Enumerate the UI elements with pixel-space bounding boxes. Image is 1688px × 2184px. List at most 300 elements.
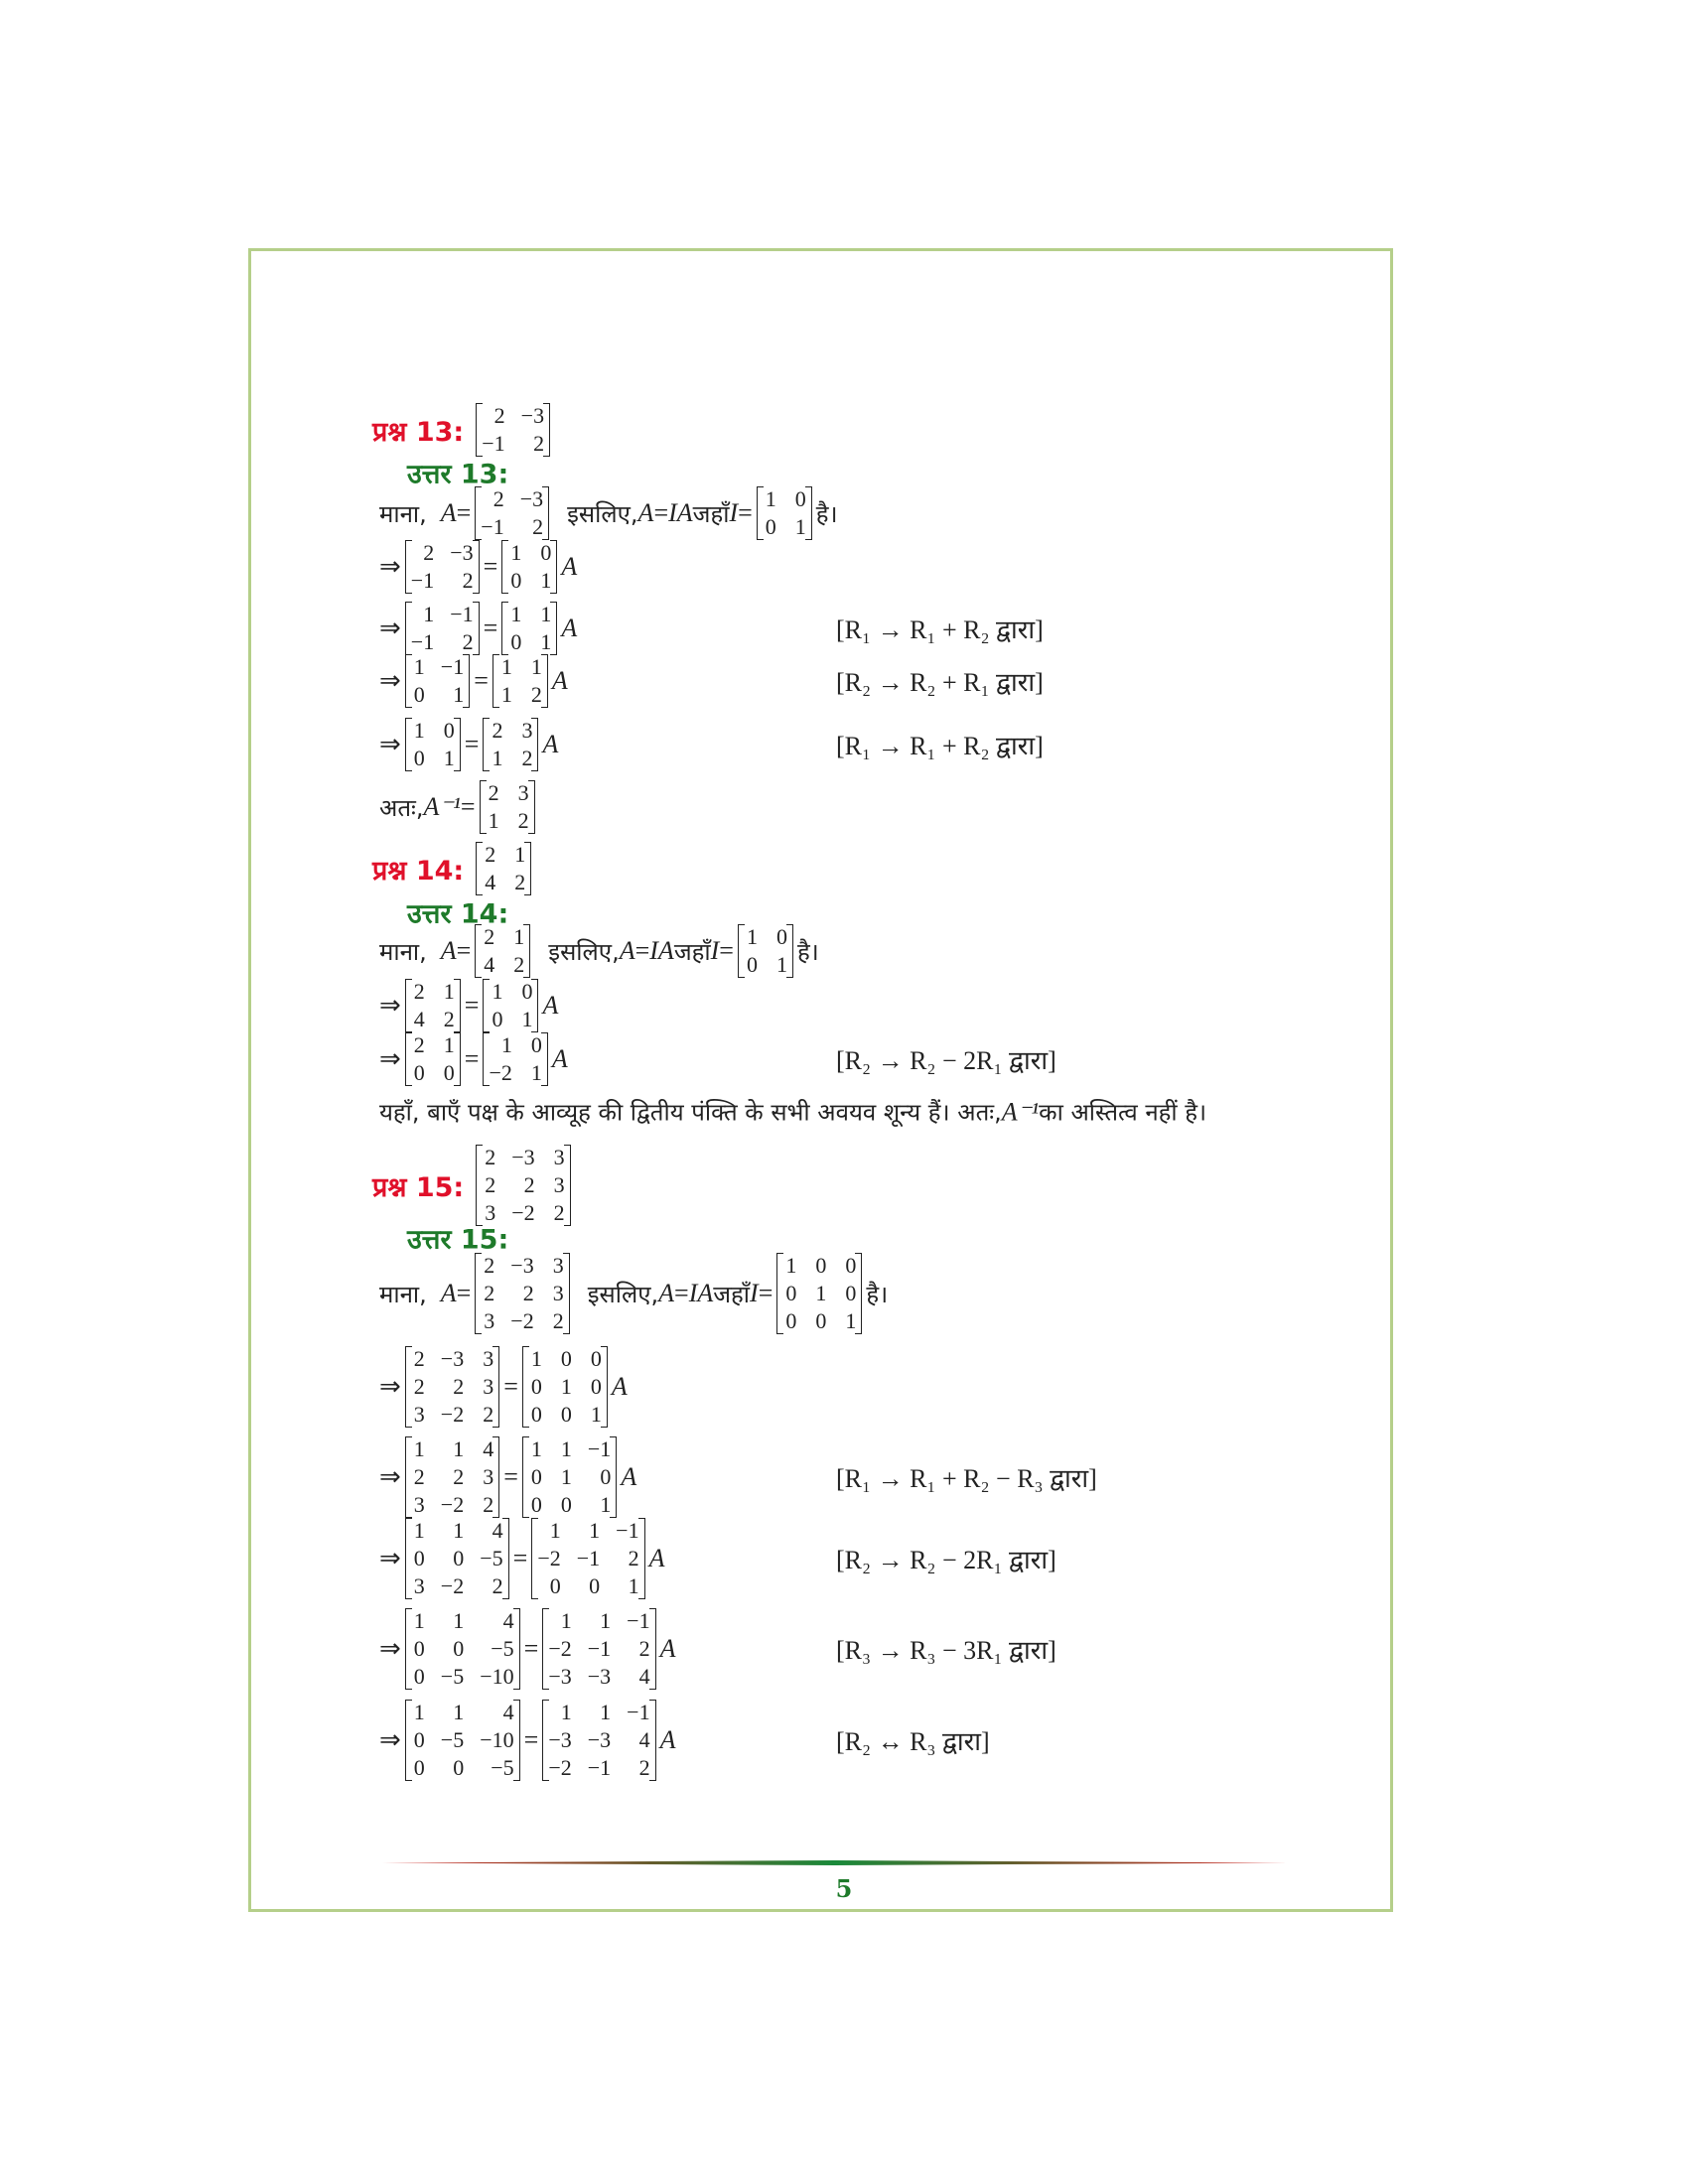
math-operator: ⇒ (379, 614, 401, 642)
matrix-cell: 1 (540, 629, 552, 654)
matrix-cell: 0 (413, 1755, 425, 1780)
math-symbol: A⁻¹ (1001, 1097, 1040, 1126)
math-operator: ⇒ (379, 666, 401, 695)
matrix-cell: 1 (530, 1060, 542, 1085)
math-symbol: A (658, 1279, 675, 1307)
math-operator: = (483, 614, 498, 642)
matrix-cell: 1 (600, 1492, 612, 1517)
matrix-cell: 0 (443, 718, 455, 743)
matrix (475, 923, 530, 979)
math-line (379, 653, 568, 709)
math-symbol: A (542, 991, 559, 1020)
matrix (480, 779, 535, 835)
matrix-cell: 1 (510, 540, 522, 565)
matrix-cell: 2 (483, 1492, 494, 1517)
matrix (475, 485, 549, 541)
math-operator: = (719, 936, 734, 965)
matrix-cell: 2 (453, 1374, 465, 1399)
math-line (379, 601, 577, 656)
row-operation-note: [R₂ → R₂ − 2R₁ द्वारा] (836, 1046, 1056, 1075)
matrix-cell: 1 (453, 1700, 465, 1724)
matrix-cell: 2 (533, 431, 545, 456)
math-operator: = (456, 498, 472, 527)
matrix-cell: 0 (589, 1573, 601, 1598)
matrix-cell: 3 (483, 1374, 494, 1399)
math-symbol: I (729, 498, 739, 527)
matrix-cell: 1 (530, 654, 542, 679)
math-operator: = (512, 1544, 528, 1572)
matrix-cell: 2 (484, 1253, 495, 1278)
math-operator: = (456, 936, 472, 965)
text: जहाँ (713, 1280, 751, 1308)
matrix-cell: 2 (484, 924, 495, 949)
matrix-cell: −3 (587, 1664, 612, 1689)
matrix-cell: 1 (628, 1573, 639, 1598)
matrix-cell: 0 (540, 540, 552, 565)
matrix-cell: 1 (530, 1346, 542, 1371)
matrix-cell: −2 (548, 1636, 572, 1661)
math-line (379, 1435, 636, 1519)
math-symbol: A (648, 1544, 665, 1572)
matrix-cell: 0 (521, 979, 533, 1004)
matrix-cell: 0 (590, 1346, 602, 1371)
math-symbol: A (659, 1725, 676, 1754)
question-heading: प्रश्न 13: (372, 416, 465, 448)
matrix-cell: 1 (775, 952, 787, 977)
math-operator: = (634, 936, 650, 965)
matrix-cell: 1 (453, 682, 465, 707)
math-line (379, 1031, 568, 1087)
matrix-cell: 3 (483, 1464, 494, 1489)
matrix-cell: 1 (560, 1374, 572, 1399)
text: जहाँ (692, 499, 730, 528)
math-operator: ⇒ (379, 1634, 401, 1663)
matrix-cell: −3 (440, 1346, 465, 1371)
matrix-cell: 1 (815, 1281, 827, 1305)
matrix-cell: 2 (485, 842, 496, 867)
matrix-cell: 1 (589, 1518, 601, 1543)
matrix (757, 485, 812, 541)
matrix-cell: 1 (488, 808, 499, 833)
matrix-cell: −1 (587, 1636, 612, 1661)
matrix-cell: −3 (510, 1253, 534, 1278)
math-line (379, 717, 558, 772)
matrix-cell: 1 (590, 1402, 602, 1427)
matrix-cell: −1 (440, 654, 465, 679)
matrix-cell: 1 (492, 746, 503, 770)
text: इसलिए, (567, 499, 638, 528)
matrix-cell: 0 (530, 1402, 542, 1427)
matrix-cell: 2 (413, 1464, 425, 1489)
matrix-cell: 0 (510, 568, 522, 593)
matrix-cell: 2 (462, 629, 474, 654)
matrix-cell: 1 (510, 602, 522, 626)
matrix-cell: 0 (794, 486, 806, 511)
answer-heading: उत्तर 13: (407, 459, 509, 490)
matrix (405, 1699, 520, 1782)
matrix-cell: 2 (413, 979, 425, 1004)
matrix-cell: −2 (548, 1755, 572, 1780)
matrix-cell: 2 (488, 780, 499, 805)
math-line (407, 1220, 508, 1257)
matrix-cell: −1 (410, 629, 435, 654)
matrix-cell: 2 (443, 1007, 455, 1031)
matrix-cell: 2 (523, 1172, 535, 1197)
matrix-cell: 3 (553, 1145, 565, 1169)
matrix-cell: 1 (845, 1308, 857, 1333)
matrix (501, 539, 557, 595)
matrix-cell: 0 (453, 1546, 465, 1570)
matrix-cell: −1 (587, 1755, 612, 1780)
matrix-cell: −1 (587, 1436, 612, 1461)
matrix-cell: 3 (552, 1253, 564, 1278)
matrix-cell: 4 (484, 952, 495, 977)
math-symbol: A (440, 1279, 457, 1307)
math-operator: = (483, 552, 498, 581)
math-operator: ⇒ (379, 552, 401, 581)
math-operator: = (674, 1279, 689, 1307)
matrix (476, 402, 550, 458)
matrix-cell: 0 (560, 1402, 572, 1427)
matrix (522, 1345, 608, 1429)
math-line (379, 923, 819, 979)
matrix-cell: 3 (413, 1573, 425, 1598)
matrix (405, 1031, 461, 1087)
matrix-cell: 3 (484, 1308, 495, 1333)
matrix (405, 717, 461, 772)
matrix-cell: 3 (485, 1200, 496, 1225)
matrix-cell: 0 (530, 1492, 542, 1517)
matrix-cell: 4 (413, 1007, 425, 1031)
matrix (542, 1699, 655, 1782)
answer-heading: उत्तर 14: (407, 898, 509, 930)
math-symbol: A (551, 666, 568, 695)
matrix-cell: 2 (492, 486, 504, 511)
matrix (405, 653, 470, 709)
matrix-cell: 2 (638, 1636, 650, 1661)
math-operator: ⇒ (379, 991, 401, 1020)
matrix-cell: 0 (413, 1664, 425, 1689)
math-symbol: A (637, 498, 654, 527)
text: जहाँ (673, 937, 711, 966)
text: यहाँ, बाएँ पक्ष के आव्यूह की द्वितीय पंक्ति के सभी अवयव शून्य हैं। अतः, (379, 1098, 1002, 1127)
math-operator: ⇒ (379, 1725, 401, 1754)
matrix-cell: −2 (537, 1546, 561, 1570)
math-operator: = (474, 666, 489, 695)
matrix-cell: −5 (480, 1546, 503, 1570)
matrix-cell: 1 (560, 1700, 572, 1724)
matrix-cell: 0 (413, 1060, 425, 1085)
matrix-cell: 1 (600, 1608, 612, 1633)
matrix-cell: −2 (511, 1200, 535, 1225)
math-operator: ⇒ (379, 730, 401, 758)
matrix-cell: 0 (443, 1060, 455, 1085)
matrix-cell: 2 (492, 1573, 503, 1598)
matrix-cell: 2 (530, 682, 542, 707)
matrix-cell: 1 (500, 682, 512, 707)
matrix-cell: 0 (549, 1573, 561, 1598)
math-symbol: A⁻¹ (423, 792, 461, 821)
matrix-cell: 2 (493, 403, 505, 428)
matrix (483, 717, 538, 772)
matrix-cell: 1 (600, 1700, 612, 1724)
matrix (405, 1517, 509, 1600)
matrix-cell: 0 (560, 1346, 572, 1371)
matrix-cell: −3 (511, 1145, 535, 1169)
math-operator: ⇒ (379, 1044, 401, 1073)
matrix (405, 1607, 520, 1691)
matrix-cell: −1 (576, 1546, 601, 1570)
matrix-cell: 3 (413, 1402, 425, 1427)
row-operation-note: [R₂ ↔ R₃ द्वारा] (836, 1727, 990, 1756)
text: माना, (379, 1280, 427, 1308)
math-line (379, 1517, 664, 1600)
matrix-cell: 0 (815, 1308, 827, 1333)
math-line (379, 1345, 628, 1429)
matrix-cell: 1 (443, 746, 455, 770)
matrix-cell: 0 (845, 1281, 857, 1305)
text: अतः, (379, 793, 424, 822)
row-operation-note: [R₂ → R₂ − 2R₁ द्वारा] (836, 1546, 1056, 1574)
matrix-cell: 0 (530, 1032, 542, 1057)
matrix-cell: 0 (453, 1755, 465, 1780)
matrix (476, 841, 531, 896)
matrix (405, 601, 480, 656)
matrix-cell: 3 (483, 1346, 494, 1371)
matrix-cell: 0 (845, 1253, 857, 1278)
matrix-cell: 1 (560, 1436, 572, 1461)
matrix-cell: 4 (638, 1727, 650, 1752)
matrix-cell: −1 (627, 1608, 650, 1633)
math-symbol: I (750, 1279, 759, 1307)
page-number: 5 (835, 1874, 853, 1903)
matrix (475, 1252, 569, 1335)
matrix-cell: 1 (423, 602, 435, 626)
matrix-cell: −5 (491, 1636, 514, 1661)
matrix-cell: −10 (480, 1727, 514, 1752)
matrix-cell: 2 (423, 540, 435, 565)
matrix-cell: 1 (492, 979, 503, 1004)
matrix-cell: 0 (530, 1374, 542, 1399)
matrix-cell: 1 (500, 1032, 512, 1057)
matrix-cell: 2 (413, 1374, 425, 1399)
matrix-cell: 2 (483, 1402, 494, 1427)
math-symbol: I (710, 936, 720, 965)
math-line (379, 779, 539, 835)
matrix-cell: 0 (775, 924, 787, 949)
matrix-cell: 1 (453, 1436, 465, 1461)
matrix-cell: −3 (548, 1727, 572, 1752)
math-line (379, 1096, 1206, 1129)
math-symbol: IA (649, 936, 674, 965)
matrix (405, 1345, 499, 1429)
math-operator: = (738, 498, 753, 527)
matrix-cell: −2 (440, 1402, 465, 1427)
matrix (476, 1144, 570, 1227)
matrix-cell: 3 (521, 718, 533, 743)
math-line (379, 1699, 675, 1782)
matrix-cell: 1 (453, 1608, 465, 1633)
math-line (379, 539, 577, 595)
matrix-cell: −1 (410, 568, 435, 593)
matrix-cell: 0 (785, 1281, 797, 1305)
matrix (501, 601, 557, 656)
matrix-cell: 0 (413, 682, 425, 707)
math-symbol: IA (668, 498, 693, 527)
matrix (405, 978, 461, 1033)
matrix-cell: 3 (517, 780, 529, 805)
row-operation-note: [R₃ → R₃ − 3R₁ द्वारा] (836, 1636, 1056, 1665)
math-operator: = (523, 1634, 539, 1663)
matrix-cell: 2 (517, 808, 529, 833)
text: इसलिए, (548, 937, 620, 966)
matrix-cell: 2 (492, 718, 503, 743)
matrix (405, 539, 480, 595)
math-line (379, 978, 558, 1033)
matrix-cell: 1 (785, 1253, 797, 1278)
math-operator: = (460, 792, 476, 821)
matrix-cell: 4 (483, 1436, 494, 1461)
matrix-cell: −2 (440, 1573, 465, 1598)
matrix-cell: 1 (413, 718, 425, 743)
matrix-cell: −5 (440, 1727, 465, 1752)
matrix-cell: −2 (489, 1060, 512, 1085)
math-symbol: A (621, 1462, 637, 1491)
math-symbol: A (440, 498, 457, 527)
text: माना, (379, 937, 427, 966)
matrix-cell: 0 (413, 1546, 425, 1570)
matrix-cell: −1 (627, 1700, 650, 1724)
math-symbol: A (440, 936, 457, 965)
matrix-cell: 0 (815, 1253, 827, 1278)
matrix-cell: 1 (560, 1608, 572, 1633)
matrix-cell: 4 (638, 1664, 650, 1689)
matrix-cell: −1 (450, 602, 474, 626)
math-symbol: A (551, 1044, 568, 1073)
math-line (372, 841, 535, 896)
math-operator: = (503, 1462, 518, 1491)
matrix-cell: 2 (513, 952, 525, 977)
matrix-cell: 2 (532, 514, 544, 539)
matrix (542, 1607, 655, 1691)
matrix-cell: −3 (587, 1727, 612, 1752)
matrix-cell: −3 (519, 486, 544, 511)
math-operator: = (523, 1725, 539, 1754)
math-line (372, 402, 554, 458)
matrix-cell: 1 (413, 1608, 425, 1633)
matrix-cell: 2 (485, 1172, 496, 1197)
matrix-cell: 2 (484, 1281, 495, 1305)
matrix-cell: 2 (638, 1755, 650, 1780)
matrix-cell: 0 (785, 1308, 797, 1333)
row-operation-note: [R₁ → R₁ + R₂ द्वारा] (836, 732, 1044, 760)
matrix-cell: 1 (413, 1700, 425, 1724)
text: इसलिए, (587, 1280, 659, 1308)
matrix-cell: 2 (552, 1308, 564, 1333)
matrix-cell: −1 (616, 1518, 639, 1543)
matrix (776, 1252, 862, 1335)
matrix-cell: 1 (540, 602, 552, 626)
math-line (379, 485, 838, 541)
answer-heading: उत्तर 15: (407, 1224, 509, 1256)
math-symbol: A (561, 552, 578, 581)
matrix-cell: −1 (482, 431, 505, 456)
row-operation-note: [R₂ → R₂ + R₁ द्वारा] (836, 668, 1044, 697)
matrix-cell: 0 (765, 514, 776, 539)
math-line (379, 1252, 888, 1335)
matrix-cell: 1 (765, 486, 776, 511)
matrix-cell: 0 (600, 1464, 612, 1489)
matrix-cell: 0 (413, 1727, 425, 1752)
matrix-cell: −3 (450, 540, 474, 565)
matrix (738, 923, 793, 979)
matrix-cell: 2 (521, 746, 533, 770)
math-operator: = (464, 730, 480, 758)
math-symbol: A (611, 1372, 628, 1401)
matrix-cell: 1 (443, 979, 455, 1004)
matrix-cell: 2 (462, 568, 474, 593)
math-operator: = (456, 1279, 472, 1307)
matrix-cell: 4 (485, 870, 496, 894)
matrix-cell: 2 (485, 1145, 496, 1169)
matrix-cell: 0 (560, 1492, 572, 1517)
matrix-cell: 2 (628, 1546, 639, 1570)
matrix-cell: 1 (746, 924, 758, 949)
math-operator: = (464, 991, 480, 1020)
matrix-cell: 0 (413, 746, 425, 770)
math-operator: = (503, 1372, 518, 1401)
math-symbol: A (542, 730, 559, 758)
text: का अस्तित्व नहीं है। (1039, 1098, 1207, 1127)
matrix (492, 653, 548, 709)
math-symbol: A (659, 1634, 676, 1663)
matrix-cell: 3 (413, 1492, 425, 1517)
matrix-cell: −3 (548, 1664, 572, 1689)
math-symbol: A (561, 614, 578, 642)
matrix-cell: 1 (500, 654, 512, 679)
matrix-cell: −5 (440, 1664, 465, 1689)
math-symbol: A (619, 936, 635, 965)
math-symbol: IA (688, 1279, 714, 1307)
matrix-cell: 1 (549, 1518, 561, 1543)
matrix-cell: 1 (513, 924, 525, 949)
matrix-cell: 2 (553, 1200, 565, 1225)
matrix-cell: 0 (590, 1374, 602, 1399)
matrix-cell: 1 (413, 1436, 425, 1461)
matrix-cell: 1 (521, 1007, 533, 1031)
matrix (405, 1435, 499, 1519)
matrix-cell: 1 (413, 1518, 425, 1543)
matrix-cell: 1 (560, 1464, 572, 1489)
matrix-cell: 3 (552, 1281, 564, 1305)
matrix-cell: 0 (413, 1636, 425, 1661)
matrix-cell: −2 (510, 1308, 534, 1333)
matrix-cell: 0 (746, 952, 758, 977)
matrix-cell: −10 (480, 1664, 514, 1689)
matrix-cell: 1 (530, 1436, 542, 1461)
math-operator: ⇒ (379, 1372, 401, 1401)
matrix-cell: 2 (522, 1281, 534, 1305)
matrix-cell: 4 (492, 1518, 503, 1543)
math-operator: = (758, 1279, 774, 1307)
matrix-cell: 1 (794, 514, 806, 539)
matrix (483, 1031, 547, 1087)
row-operation-note: [R₁ → R₁ + R₂ द्वारा] (836, 615, 1044, 644)
matrix-cell: 4 (502, 1700, 514, 1724)
math-operator: = (464, 1044, 480, 1073)
math-operator: = (653, 498, 669, 527)
math-operator: ⇒ (379, 1462, 401, 1491)
